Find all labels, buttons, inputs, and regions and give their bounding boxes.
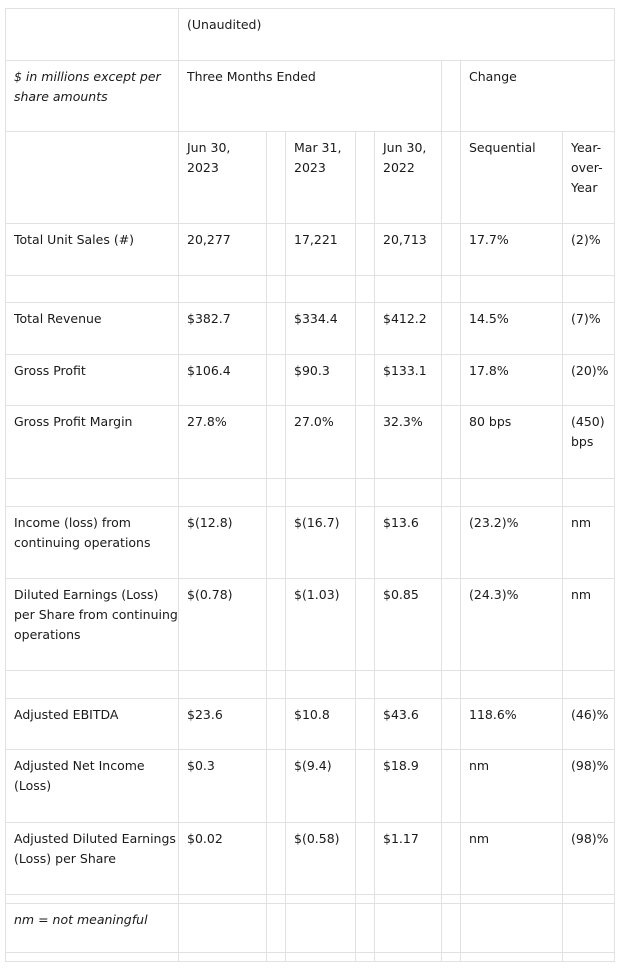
cell-jun22: $18.9 bbox=[375, 750, 442, 823]
cell-jun23: $0.3 bbox=[179, 750, 267, 823]
cell-sequential: 17.8% bbox=[461, 355, 563, 406]
financial-summary-table bbox=[5, 8, 615, 962]
cell-sequential: nm bbox=[461, 823, 563, 895]
table-row bbox=[6, 355, 615, 406]
row-label: Adjusted Net Income (Loss) bbox=[6, 750, 179, 823]
cell-mar23: $(16.7) bbox=[286, 507, 356, 579]
header-row-columns bbox=[6, 132, 615, 224]
row-label: Adjusted Diluted Earnings (Loss) per Share bbox=[6, 823, 179, 895]
cell-jun22: $133.1 bbox=[375, 355, 442, 406]
blank-row bbox=[6, 276, 615, 303]
cell-jun22: $43.6 bbox=[375, 699, 442, 750]
blank-row bbox=[6, 479, 615, 507]
spacer-cell bbox=[442, 61, 461, 132]
cell-mar23: 27.0% bbox=[286, 406, 356, 479]
row-label: Total Unit Sales (#) bbox=[6, 224, 179, 276]
cell-mar23: $(9.4) bbox=[286, 750, 356, 823]
cell-mar23: 17,221 bbox=[286, 224, 356, 276]
cell-jun23: $0.02 bbox=[179, 823, 267, 895]
col-header-jun22: Jun 30, 2022 bbox=[375, 132, 442, 224]
col-header-mar23: Mar 31, 2023 bbox=[286, 132, 356, 224]
col-header-jun23: Jun 30, 2023 bbox=[179, 132, 267, 224]
cell-mar23: $(1.03) bbox=[286, 579, 356, 671]
cell-mar23: $10.8 bbox=[286, 699, 356, 750]
cell-sequential: 118.6% bbox=[461, 699, 563, 750]
blank-row bbox=[6, 895, 615, 904]
cell-jun22: $0.85 bbox=[375, 579, 442, 671]
change-group-cell bbox=[461, 61, 615, 132]
table-row bbox=[6, 224, 615, 276]
units-label: $ in millions except per share amounts bbox=[14, 69, 161, 104]
period-group-label: Three Months Ended bbox=[187, 69, 316, 84]
cell-sequential: 80 bps bbox=[461, 406, 563, 479]
table-row bbox=[6, 579, 615, 671]
cell-jun23: $382.7 bbox=[179, 303, 267, 355]
period-group-cell bbox=[179, 61, 442, 132]
cell-jun23: $(0.78) bbox=[179, 579, 267, 671]
cell-sequential: nm bbox=[461, 750, 563, 823]
cell-mar23: $(0.58) bbox=[286, 823, 356, 895]
table-row bbox=[6, 750, 615, 823]
cell-jun23: 27.8% bbox=[179, 406, 267, 479]
cell-yoy: nm bbox=[563, 579, 615, 671]
cell-jun22: $412.2 bbox=[375, 303, 442, 355]
cell-jun23: 20,277 bbox=[179, 224, 267, 276]
cell-yoy: (20)% bbox=[563, 355, 615, 406]
header-row-unaudited bbox=[6, 9, 615, 61]
cell-yoy: (98)% bbox=[563, 823, 615, 895]
cell-sequential: 14.5% bbox=[461, 303, 563, 355]
cell-sequential: (24.3)% bbox=[461, 579, 563, 671]
col-header-yoy: Year-over-Year bbox=[563, 132, 615, 224]
cell-mar23: $90.3 bbox=[286, 355, 356, 406]
blank-row bbox=[6, 953, 615, 962]
cell-yoy: (98)% bbox=[563, 750, 615, 823]
col-header-sequential: Sequential bbox=[461, 132, 563, 224]
footnote-row bbox=[6, 904, 615, 953]
row-label: Adjusted EBITDA bbox=[6, 699, 179, 750]
footnote: nm = not meaningful bbox=[6, 904, 179, 953]
blank-row bbox=[6, 671, 615, 699]
cell-jun22: $1.17 bbox=[375, 823, 442, 895]
header-cell-empty bbox=[6, 9, 179, 61]
unaudited-label: (Unaudited) bbox=[179, 9, 615, 61]
cell-yoy: (2)% bbox=[563, 224, 615, 276]
cell-jun23: $23.6 bbox=[179, 699, 267, 750]
table-row bbox=[6, 406, 615, 479]
cell-mar23: $334.4 bbox=[286, 303, 356, 355]
table-row bbox=[6, 507, 615, 579]
cell-jun22: 32.3% bbox=[375, 406, 442, 479]
table-row bbox=[6, 303, 615, 355]
table-row bbox=[6, 823, 615, 895]
change-group-label: Change bbox=[469, 69, 517, 84]
cell-yoy: nm bbox=[563, 507, 615, 579]
header-row-groups bbox=[6, 61, 615, 132]
row-label: Gross Profit bbox=[6, 355, 179, 406]
units-label-cell bbox=[6, 61, 179, 132]
cell-jun23: $106.4 bbox=[179, 355, 267, 406]
cell-yoy: (450) bps bbox=[563, 406, 615, 479]
cell-yoy: (7)% bbox=[563, 303, 615, 355]
table-row bbox=[6, 699, 615, 750]
cell-yoy: (46)% bbox=[563, 699, 615, 750]
cell-jun22: 20,713 bbox=[375, 224, 442, 276]
row-label: Diluted Earnings (Loss) per Share from continuing operations bbox=[6, 579, 179, 671]
cell-jun22: $13.6 bbox=[375, 507, 442, 579]
row-label: Gross Profit Margin bbox=[6, 406, 179, 479]
cell-jun23: $(12.8) bbox=[179, 507, 267, 579]
header-cell-empty bbox=[6, 132, 179, 224]
row-label: Income (loss) from continuing operations bbox=[6, 507, 179, 579]
row-label: Total Revenue bbox=[6, 303, 179, 355]
cell-sequential: (23.2)% bbox=[461, 507, 563, 579]
cell-sequential: 17.7% bbox=[461, 224, 563, 276]
